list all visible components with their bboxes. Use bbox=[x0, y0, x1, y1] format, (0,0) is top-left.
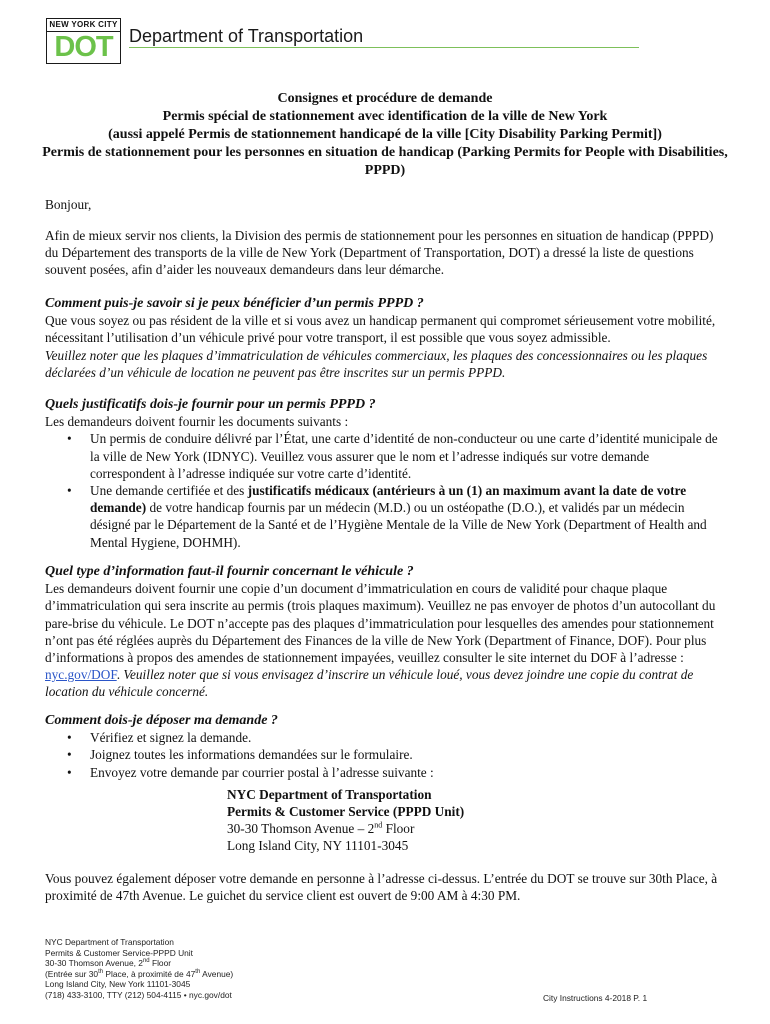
footer-line-3 bbox=[45, 958, 233, 969]
title-line-2: Permis spécial de stationnement avec identification de la ville de New York bbox=[162, 109, 608, 124]
logo-dot-text: DOT bbox=[54, 31, 113, 63]
submit-list bbox=[45, 729, 725, 781]
header-divider bbox=[129, 47, 639, 48]
logo-city-text: NEW YORK CITY bbox=[47, 19, 120, 32]
documents-bullet-2-bold: justificatifs médicaux (antérieurs à un (1) an maximum avant la date de votre demande) bbox=[90, 483, 687, 516]
address-line-3-sup: nd bbox=[374, 820, 383, 830]
submit-bullet-3: Envoyez votre demande par courrier postal à l’adresse suivante : bbox=[90, 764, 434, 780]
footer-line-3-b: Floor bbox=[149, 958, 172, 969]
address-line-3-b: Floor bbox=[382, 821, 415, 836]
section-eligibility-note: Veuillez noter que les plaques d’immatriculation de véhicules commerciaux, les plaques des concessionnaires ou les plaques déclarées d’un véhicule de location ne peuvent pas être inscrites sur un permis PPPD. bbox=[45, 347, 708, 380]
documents-bullet-2-c: de votre handicap fournis par un médecin (M.D.) ou un ostéopathe (D.O.), et validés par un médecin désigné par le Département de la Santé et de l’Hygiène Mentale de la Ville de New York (Department of Health and Mental Hygiene, DOHMH). bbox=[90, 500, 707, 550]
title-line-1: Consignes et procédure de demande bbox=[277, 91, 493, 106]
title-line-4: Permis de stationnement pour les personnes en situation de handicap (Parking Permits for People with Disabilities, PPPD) bbox=[42, 145, 728, 178]
footer-line-3-a: 30-30 Thomson Avenue, 2 bbox=[45, 958, 143, 969]
section-eligibility-text: Que vous soyez ou pas résident de la ville et si vous avez un handicap permanent qui compromet sérieusement votre mobilité, nécessitant l’utilisation d’un véhicule privé pour votre transport, il est possible que vous soyez admissible. bbox=[45, 313, 716, 346]
footer-line-5: Long Island City, New York 11101-3045 bbox=[45, 979, 191, 990]
section-vehicle-note: Veuillez noter que si vous envisagez d’inscrire un véhicule loué, vous devez joindre une copie du contrat de location du véhicule concerné. bbox=[45, 667, 694, 700]
closing-paragraph: Vous pouvez également déposer votre demande en personne à l’adresse ci-dessus. L’entrée du DOT se trouve sur 30th Place, à proximité de 47th Avenue. Le guichet du service client est ouvert de 9:00 AM à 4:30 PM. bbox=[45, 871, 718, 904]
footer-line-1: NYC Department of Transportation bbox=[45, 937, 174, 947]
section-submit bbox=[45, 712, 725, 781]
footer-line-3-sup: nd bbox=[142, 958, 150, 965]
nyc-dot-logo bbox=[46, 18, 121, 64]
footer-line-4-a: (Entrée sur 30 bbox=[45, 968, 99, 979]
footer-line-2: Permits & Customer Service-PPPD Unit bbox=[45, 947, 193, 958]
section-eligibility bbox=[45, 295, 725, 381]
list-item bbox=[45, 764, 725, 781]
list-item bbox=[45, 729, 725, 746]
footer-line-6: (718) 433-3100, TTY (212) 504-4115 • nyc.gov/dot bbox=[45, 989, 232, 1000]
documents-bullet-1: Un permis de conduire délivré par l’État, une carte d’identité de non-conducteur ou une carte d’identité municipale de la ville de New York (IDNYC). Veuillez vous assurer que le nom et l’adresse indiqués sur votre demande correspondent à l’adresse indiquée sur votre carte d’identité. bbox=[90, 431, 718, 481]
address-line-3-a: 30-30 Thomson Avenue – 2 bbox=[227, 821, 375, 836]
footer-line-4-c: Avenue) bbox=[200, 968, 234, 979]
section-submit-heading: Comment dois-je déposer ma demande ? bbox=[45, 713, 278, 728]
section-documents bbox=[45, 396, 725, 551]
documents-bullet-2-a: Une demande certifiée et des bbox=[90, 483, 248, 499]
section-documents-heading: Quels justificatifs dois-je fournir pour un permis PPPD ? bbox=[45, 397, 376, 412]
footer-line-4-sup1: th bbox=[98, 968, 104, 975]
document-title bbox=[40, 90, 730, 180]
department-title: Department of Transportation bbox=[129, 26, 364, 46]
intro-paragraph: Afin de mieux servir nos clients, la Division des permis de stationnement pour les personnes en situation de handicap (PPPD) du Département des transports de la ville de New York (Department of Transportation, DOT) a dressé la liste de questions souvent posées, afin d’aider les nouveaux demandeurs dans leur démarche. bbox=[45, 228, 714, 278]
title-line-3: (aussi appelé Permis de stationnement handicapé de la ville [City Disability Parking Permit]) bbox=[108, 127, 662, 142]
section-vehicle-punct: . bbox=[116, 667, 124, 683]
address-line-4: Long Island City, NY 11101-3045 bbox=[227, 838, 409, 853]
section-vehicle-heading: Quel type d’information faut-il fournir concernant le véhicule ? bbox=[45, 564, 414, 579]
submit-bullet-2: Joignez toutes les informations demandées sur le formulaire. bbox=[90, 747, 413, 763]
section-eligibility-heading: Comment puis-je savoir si je peux bénéficier d’un permis PPPD ? bbox=[45, 296, 424, 311]
address-line-3 bbox=[227, 820, 464, 837]
section-vehicle-text bbox=[45, 580, 725, 700]
footer-line-4 bbox=[45, 969, 233, 980]
section-vehicle bbox=[45, 563, 725, 701]
mailing-address bbox=[227, 786, 464, 854]
list-item bbox=[45, 430, 725, 482]
footer-line-4-sup2: th bbox=[195, 968, 201, 975]
address-line-2: Permits & Customer Service (PPPD Unit) bbox=[227, 804, 465, 819]
address-line-1: NYC Department of Transportation bbox=[227, 787, 432, 802]
list-item bbox=[45, 482, 725, 551]
documents-list bbox=[45, 430, 725, 550]
greeting: Bonjour, bbox=[45, 197, 92, 212]
list-item bbox=[45, 746, 725, 763]
section-vehicle-body: Les demandeurs doivent fournir une copie d’un document d’immatriculation en cours de validité pour chaque plaque d’immatriculation qui sera inscrite au permis (trois plaques maximum). Veuillez ne pas envoyer de photos d’un autocollant du pare-brise du véhicule. Le DOT n’accepte pas des plaques d’immatriculation pour lesquelles des amendes pour stationnement n’ont pas été réglées auprès du Département des Finances de la ville de New York (Department of Finance, DOF). Pour plus d’informations à propos des amendes de stationnement impayées, veuillez consulter le site internet du DOF à l’adresse : bbox=[45, 581, 716, 666]
footer-line-4-b: Place, à proximité de 47 bbox=[103, 968, 196, 979]
section-documents-text: Les demandeurs doivent fournir les documents suivants : bbox=[45, 414, 349, 430]
page-reference: City Instructions 4-2018 P. 1 bbox=[543, 993, 648, 1003]
submit-bullet-1: Vérifiez et signez la demande. bbox=[90, 730, 252, 746]
dof-link[interactable]: nyc.gov/DOF bbox=[45, 667, 117, 683]
footer-address bbox=[45, 937, 233, 1001]
